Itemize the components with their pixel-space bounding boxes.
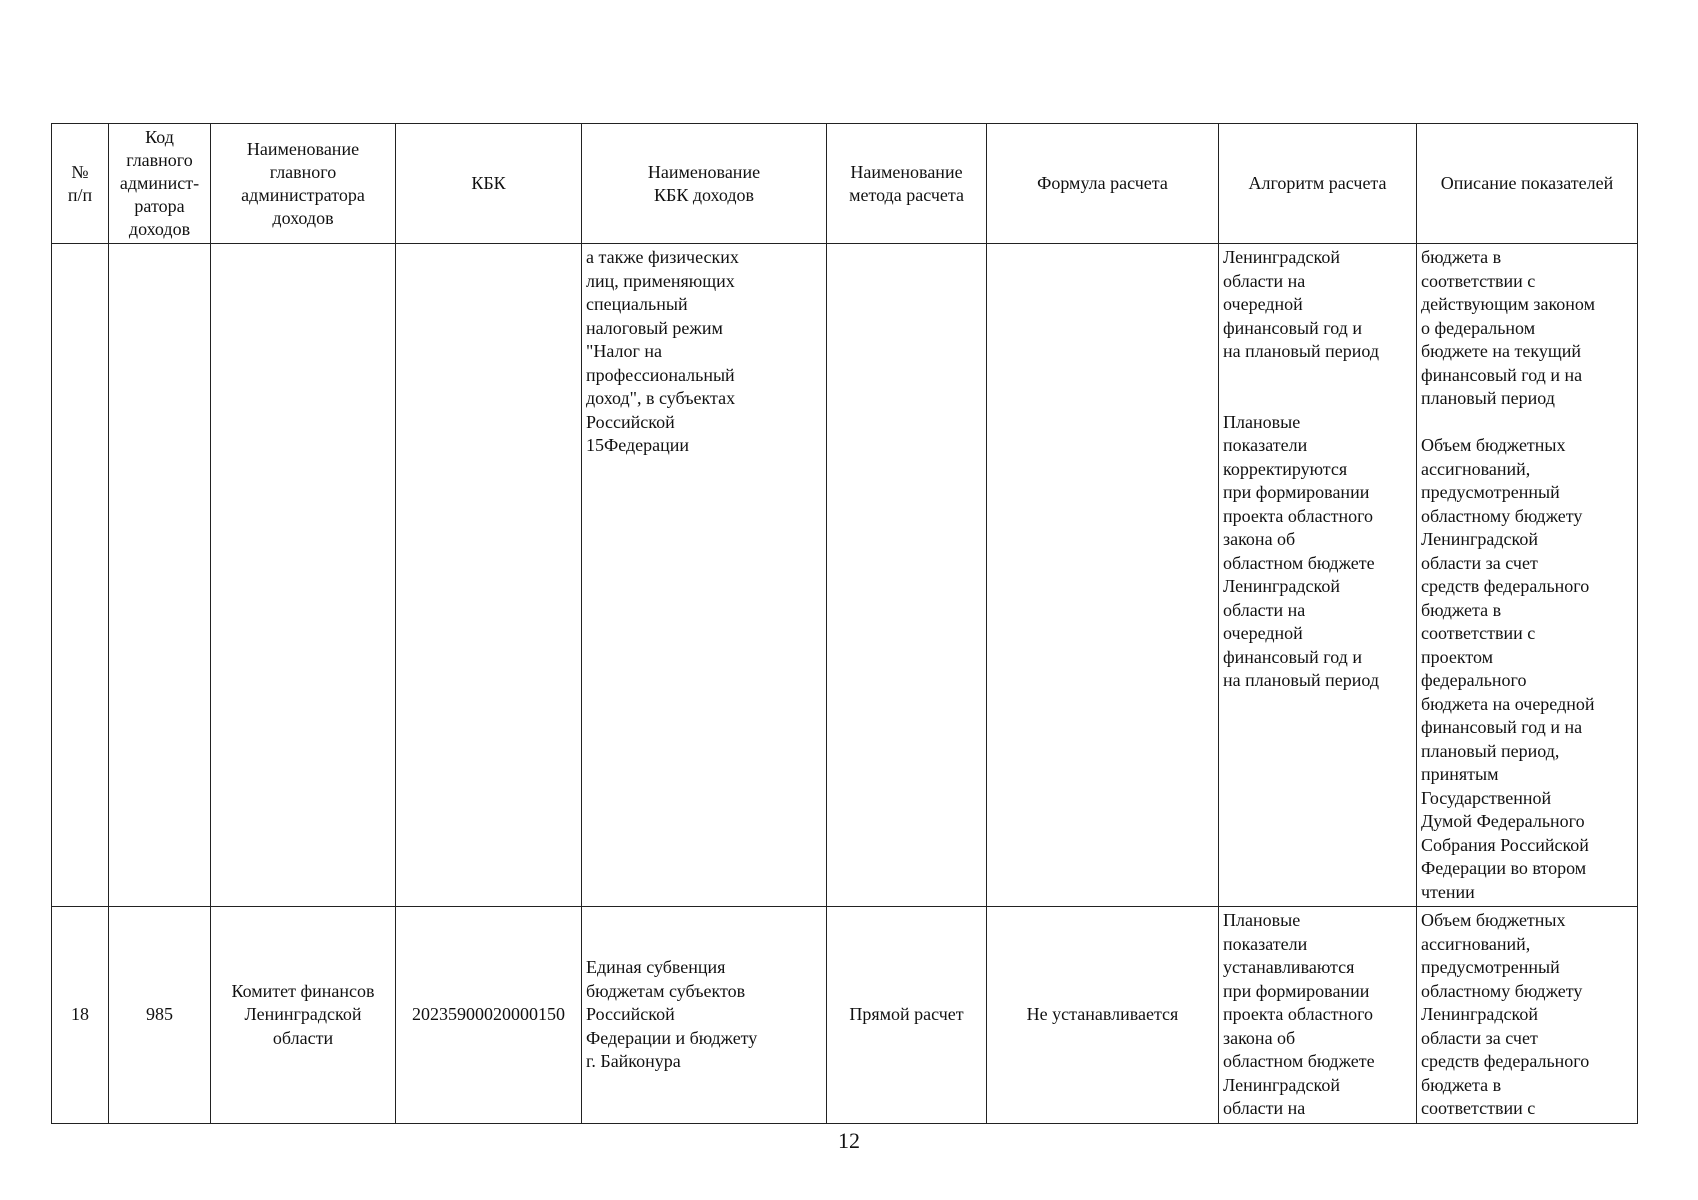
cell-admin-code <box>109 244 211 907</box>
revenue-forecast-table <box>51 123 1638 1124</box>
cell-description <box>1417 244 1638 907</box>
header-admin-name: Наименование главного администратора доходов <box>211 124 396 244</box>
description-paragraph-1: бюджета в соответствии с действующим законом о федеральном бюджете на текущий финансовый год и на плановый период <box>1421 247 1595 408</box>
cell-admin-name: Комитет финансов Ленинградской области <box>211 907 396 1124</box>
cell-formula <box>987 244 1219 907</box>
cell-formula: Не устанавливается <box>987 907 1219 1124</box>
cell-kbk: 20235900020000150 <box>396 907 582 1124</box>
table-header-row <box>52 124 1638 244</box>
page-number: 12 <box>838 1128 860 1153</box>
description-paragraph-2: Объем бюджетных ассигнований, предусмотренный областному бюджету Ленинградской области за счет средств федерального бюджета в соответствии с проектом федерального бюджета на очередной финансовый год и на плановый период, принятым Государственной Думой Федерального Собрания Российской Федерации во втором чтении <box>1421 435 1595 902</box>
header-description: Описание показателей <box>1417 124 1638 244</box>
cell-method: Прямой расчет <box>827 907 987 1124</box>
cell-method <box>827 244 987 907</box>
table-row-18 <box>52 907 1638 1124</box>
header-formula: Формула расчета <box>987 124 1219 244</box>
cell-num: 18 <box>52 907 109 1124</box>
header-method: Наименование метода расчета <box>827 124 987 244</box>
table-row-continued <box>52 244 1638 907</box>
header-algorithm: Алгоритм расчета <box>1219 124 1417 244</box>
cell-kbk-name: Единая субвенция бюджетам субъектов Российской Федерации и бюджету г. Байконура <box>582 907 827 1124</box>
algorithm-paragraph-2: Плановые показатели корректируются при формировании проекта областного закона об областном бюджете Ленинградской области на очередной финансовый год и на плановый период <box>1223 411 1379 690</box>
cell-admin-code: 985 <box>109 907 211 1124</box>
header-kbk-name: Наименование КБК доходов <box>582 124 827 244</box>
header-admin-code: Код главного админист- ратора доходов <box>109 124 211 244</box>
cell-description: Объем бюджетных ассигнований, предусмотренный областному бюджету Ленинградской области за счет средств федерального бюджета в соответствии с <box>1417 907 1638 1124</box>
header-num: № п/п <box>52 124 109 244</box>
cell-algorithm <box>1219 244 1417 907</box>
cell-admin-name <box>211 244 396 907</box>
cell-algorithm: Плановые показатели устанавливаются при формировании проекта областного закона об областном бюджете Ленинградской области на <box>1219 907 1417 1124</box>
algorithm-paragraph-1: Ленинградской области на очередной финансовый год и на плановый период <box>1223 247 1379 361</box>
cell-kbk-name: а также физических лиц, применяющих специальный налоговый режим "Налог на профессиональный доход", в субъектах Российской 15Федерации <box>582 244 827 907</box>
cell-num <box>52 244 109 907</box>
cell-kbk <box>396 244 582 907</box>
header-kbk: КБК <box>396 124 582 244</box>
